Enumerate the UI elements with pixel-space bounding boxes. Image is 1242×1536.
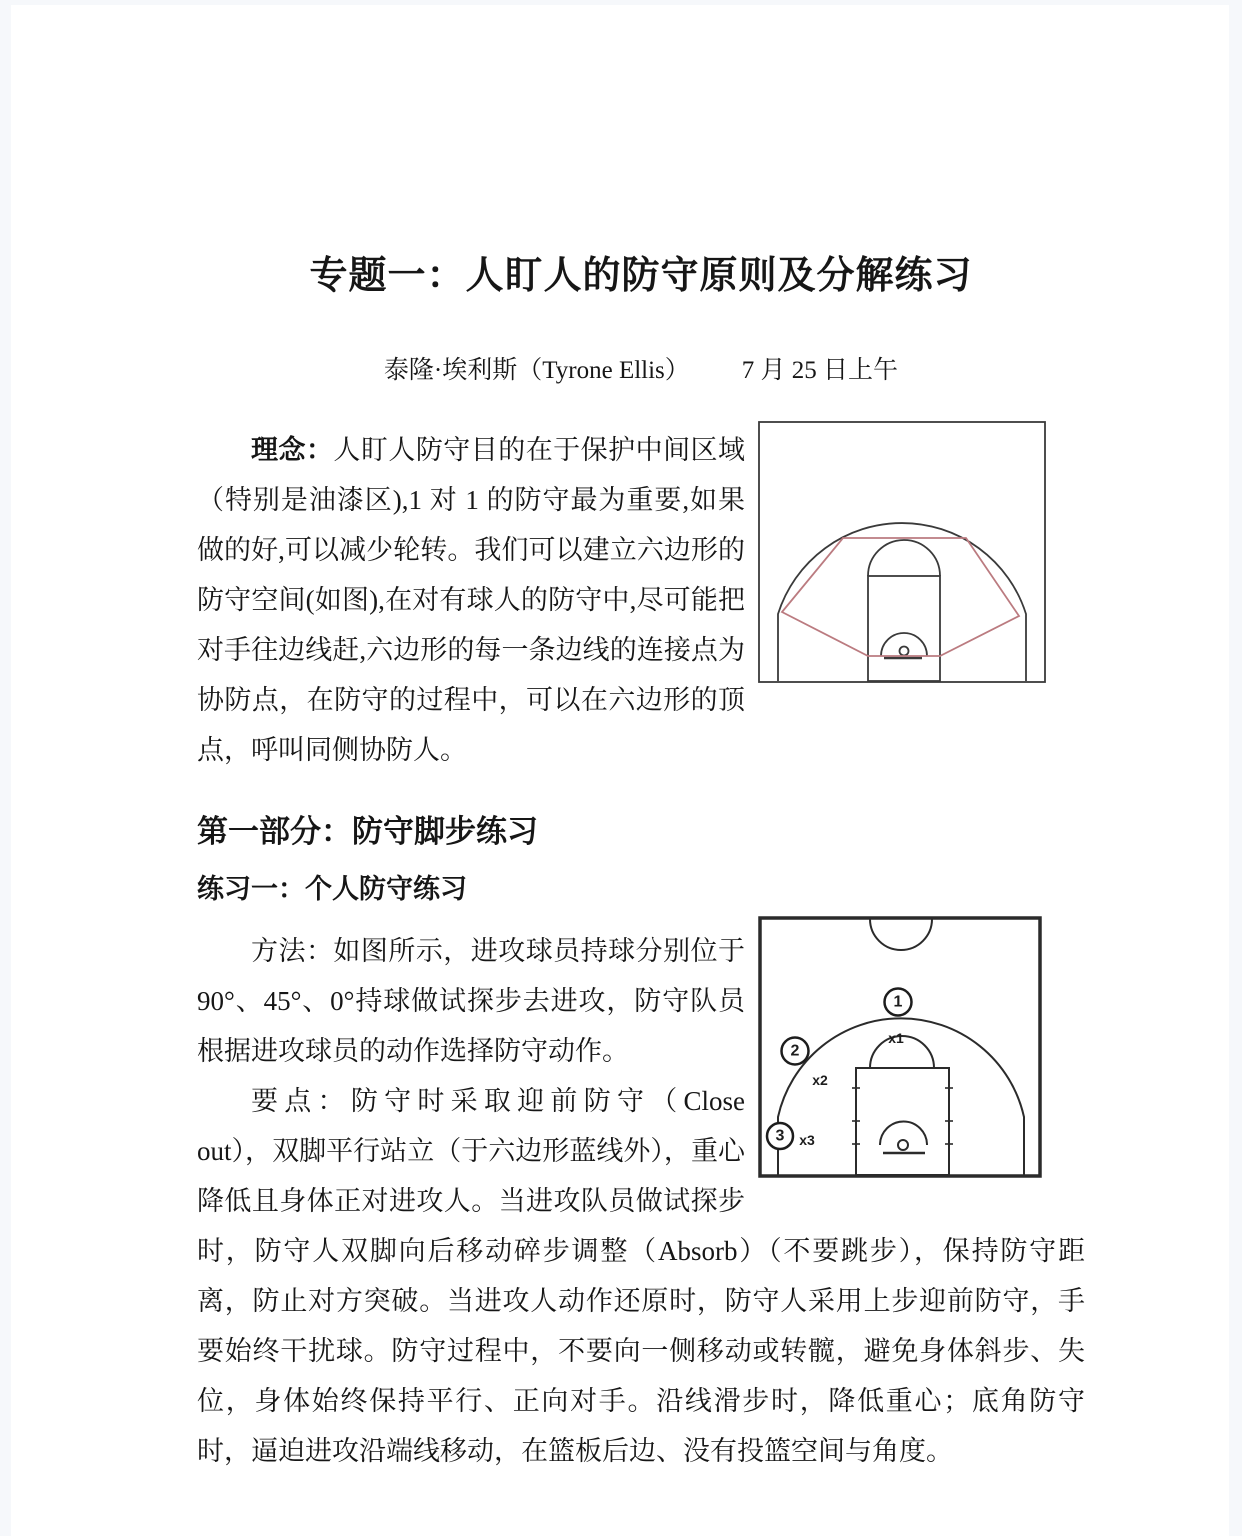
court-boundary (759, 422, 1045, 682)
concept-text: 人盯人防守目的在于保护中间区域（特别是油漆区),1 对 1 的防守最为重要,如果做的好,可以减少轮转。我们可以建立六边形的防守空间(如图),在对有球人的防守中,尽可能把对手往边线赶,六边形的每一条边线的连接点为协防点，在防守的过程中，可以在六边形的顶点，呼叫同侧协防人。 (197, 435, 746, 765)
defender-x3-label: x3 (799, 1132, 815, 1148)
page-title: 专题一：人盯人的防守原则及分解练习 (309, 255, 973, 297)
method-label: 方法： (251, 936, 334, 966)
byline-author: 泰隆·埃利斯（Tyrone Ellis） (383, 357, 690, 384)
positions-court-diagram (758, 916, 1042, 1178)
restricted-area-arc (881, 633, 927, 656)
basket (900, 647, 909, 656)
hexagon-court-svg (758, 421, 1046, 683)
center-circle-arc (870, 919, 932, 950)
attacker-1-label: 1 (893, 993, 903, 1011)
defender-x1-label: x1 (888, 1030, 904, 1046)
free-throw-lane (868, 576, 940, 681)
hexagon-defense-overlay (782, 538, 1019, 656)
document-page (11, 5, 1229, 1536)
section-heading: 第一部分：防守脚步练习 (197, 814, 538, 849)
concept-label: 理念： (251, 435, 334, 465)
concept-section (197, 425, 1085, 775)
drill-section (197, 926, 1085, 1476)
hexagon-court-diagram (758, 421, 1046, 683)
attacker-2-label: 2 (790, 1042, 800, 1060)
free-throw-circle (868, 540, 940, 576)
keypoints-text: 防守时采取迎前防守（Close out），双脚平行站立（于六边形蓝线外），重心降低且身体正对进攻人。当进攻队员做试探步时，防守人双脚向后移动碎步调整（Absorb）（不要跳步），保持防守距离，防止对方突破。当进攻人动作还原时，防守人采用上步迎前防守，手要始终干扰球。防守过程中，不要向一侧移动或转髋，避免身体斜步、失位，身体始终保持平行、正向对手。沿线滑步时，降低重心；底角防守时，逼迫进攻沿端线移动，在篮板后边、没有投篮空间与角度。 (197, 1086, 1085, 1466)
byline-session: 7 月 25 日上午 (741, 357, 899, 384)
lane-hash-marks (852, 1088, 953, 1144)
byline (197, 355, 1085, 387)
attacker-3-label: 3 (775, 1127, 785, 1145)
drill-heading: 练习一：个人防守练习 (197, 874, 467, 904)
restricted-area-arc (880, 1122, 927, 1146)
basket (898, 1140, 908, 1150)
positions-court-svg (758, 916, 1042, 1178)
keypoints-label: 要点： (251, 1086, 351, 1116)
defender-x2-label: x2 (812, 1072, 828, 1088)
method-text: 如图所示，进攻球员持球分别位于 90°、45°、0°持球做试探步去进攻，防守队员根据进攻球员的动作选择防守动作。 (197, 936, 746, 1066)
